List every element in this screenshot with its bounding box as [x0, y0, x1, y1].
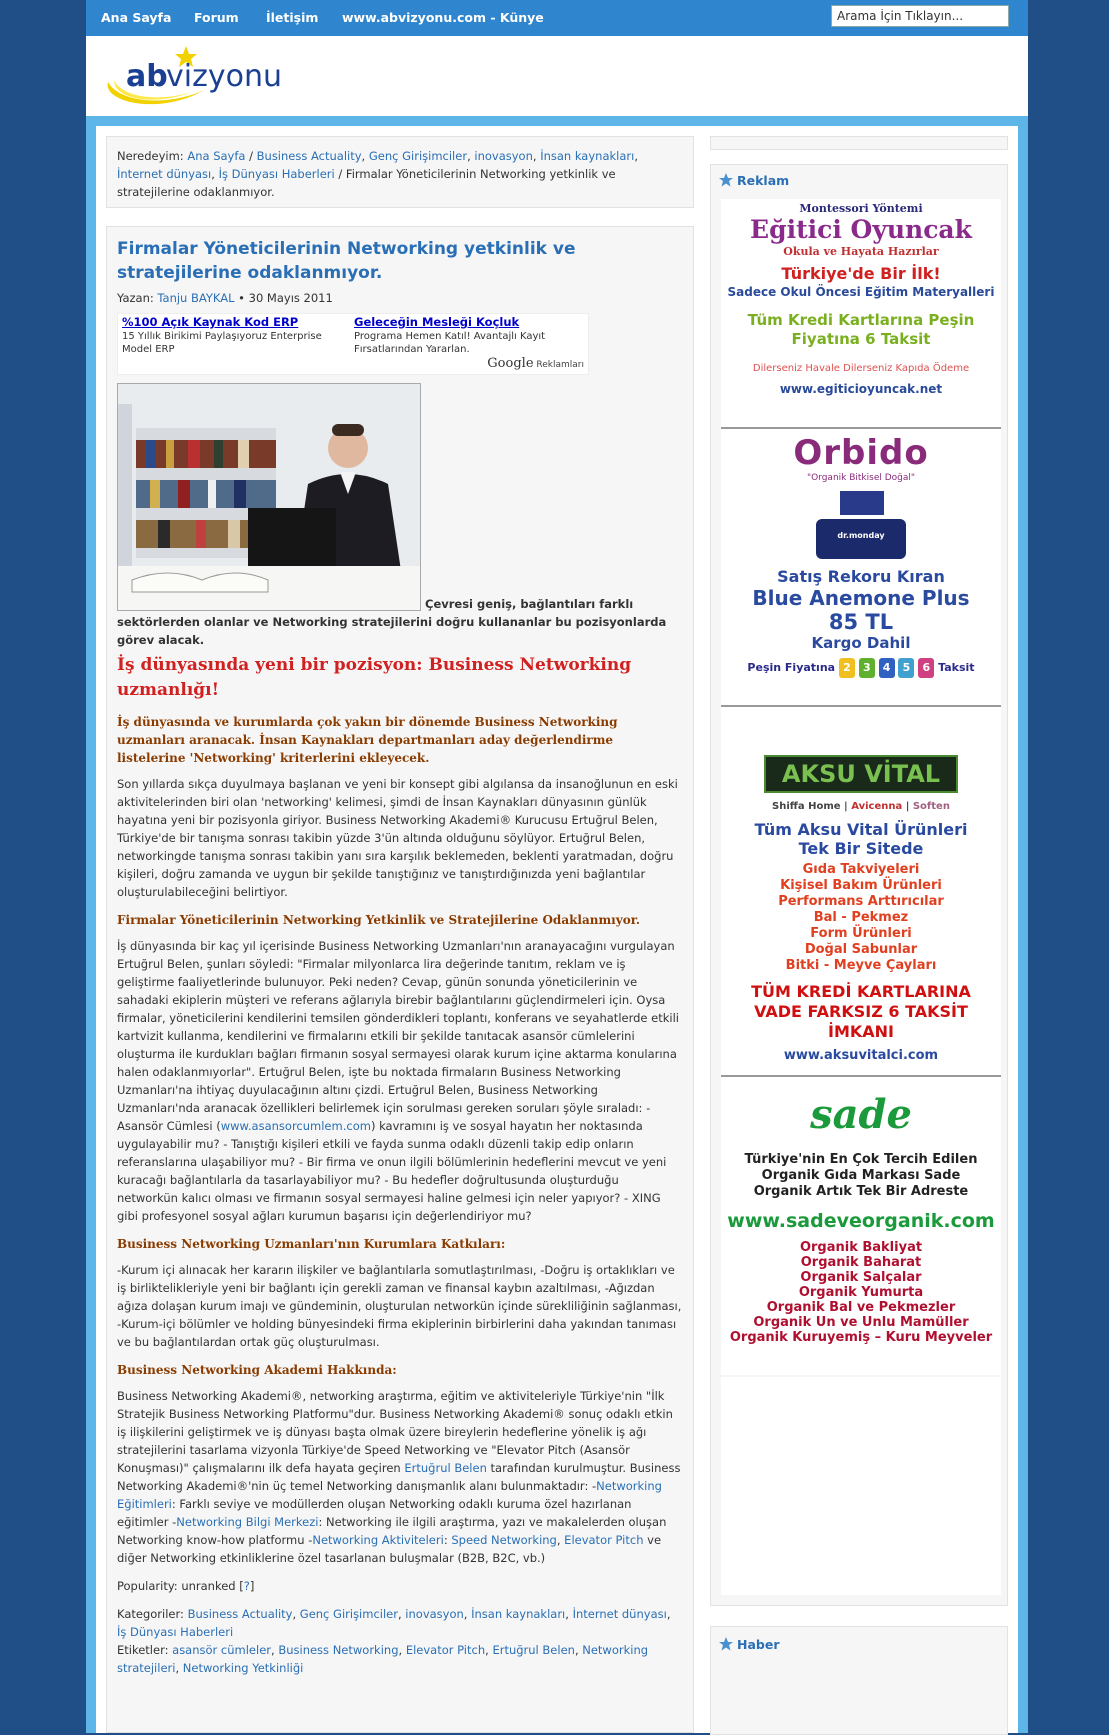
ad4-item: Organik Bal ve Pekmezler [766, 1300, 956, 1315]
ad4-item: Organik Yumurta [798, 1285, 924, 1300]
breadcrumb-current: Firmalar Yöneticilerinin Networking yetkinlik ve stratejilerine odaklanmıyor. [117, 167, 616, 199]
nav-forum[interactable]: Forum [194, 10, 239, 25]
author-link[interactable]: Tanju BAYKAL [157, 291, 235, 305]
ad2-line2: Blue Anemone Plus [752, 586, 970, 610]
ad2-price: 85 TL [828, 610, 894, 634]
breadcrumb-cat[interactable]: inovasyon [474, 149, 533, 163]
ad3-brand: AKSU VİTAL [764, 755, 958, 793]
star-icon [719, 173, 733, 187]
ad4-item: Organik Salçalar [800, 1270, 922, 1285]
ad3-promo: TÜM KREDİ KARTLARINA VADE FARKSIZ 6 TAKSİT İMKANI [751, 982, 971, 1041]
breadcrumb-label: Neredeyim: [117, 149, 184, 163]
breadcrumb-home[interactable]: Ana Sayfa [187, 149, 246, 163]
article-text: Business Networking Akademi®, networking araştırma, eğitim ve aktiviteleriyle Türkiye'nin "İlk Stratejik Business Networking Platformu"dur. Business Networking Akademi® sonuç odaklı etkin iş ilişkilerini geliştirmek ve iş dünyası başta olmak üzere bireylerin hedeflerine yönelik iş ağı stratejilerini tasarlama vizyonla Türkiye'de Speed Networking ve "Elevator Pitch (Asansör Konuşması)" çalışmalarını ilk defa hayata geçiren [117, 1389, 673, 1475]
ad3-item: Performans Arttırıcılar [778, 894, 944, 909]
ad3-logo: Shiffa Home [772, 801, 841, 812]
categories-label: Kategoriler: [117, 1607, 184, 1621]
breadcrumb-cat[interactable]: İnternet dünyası [117, 167, 212, 181]
post-article [106, 226, 694, 1733]
ad3-item: Doğal Sabunlar [804, 942, 918, 957]
ad2-jar-label: dr.monday [837, 531, 885, 540]
sidebar-news-title-text: Haber [737, 1637, 780, 1652]
installment-badge: 2 [839, 658, 855, 678]
ad3-logo: Avicenna [851, 801, 903, 812]
page-frame [86, 0, 1028, 1733]
ad4-item: Organik Bakliyat [799, 1240, 923, 1255]
tag-link[interactable]: Networking stratejileri [117, 1643, 649, 1675]
ad3-logo: Soften [912, 801, 950, 812]
article-paragraph: Son yıllarda sıkça duyulmaya başlanan ve yeni bir konsept gibi algılansa da insanoğlunun en eski aktivitelerinden biri olan 'networking' kelimesi, şimdi de İnsan Kaynakları dünyasının günlük hayatına yeni bir pozisyonla giriyor. Business Networking Akademi® Kurucusu Ertuğrul Belen, Türkiye'de bir tanışma sonrası takibin yüzde 3'ün altında olduğunu söylüyor. Ertuğrul Belen, networkingde tanışma sonrası takibin yanı sıra karşılık beklemeden, beklenti yaratmadan, doğru kişileri, doğru zamanda ve uygun bir şekilde tanıştığınız ve tanıştırdığınızda yeni bağlantılar oluşturulabileceğini belirtiyor. [117, 777, 678, 899]
ad-empty-slot [721, 1377, 1001, 1595]
logo-text-rest: vizyonu [166, 59, 282, 94]
ad-sade-organik[interactable] [721, 1077, 1001, 1375]
ad4-item: Organik Baharat [800, 1255, 922, 1270]
tag-link[interactable]: Business Networking [278, 1643, 399, 1657]
post-title-link[interactable]: Firmalar Yöneticilerinin Networking yetkinlik ve stratejilerine odaklanmıyor. [117, 239, 576, 283]
ad1-top: Montessori Yöntemi [799, 202, 923, 215]
google-ad-title[interactable]: %100 Açık Kaynak Kod ERP [122, 315, 299, 329]
category-link[interactable]: İnsan kaynakları [471, 1607, 566, 1621]
tag-link[interactable]: asansör cümleler [172, 1643, 272, 1657]
ad4-item: Organik Un ve Unlu Mamüller [753, 1315, 969, 1330]
nav-kunye[interactable]: www.abvizyonu.com - Künye [342, 10, 544, 25]
breadcrumb: Neredeyim: Ana Sayfa / Business Actuality, Genç Girişimciler, inovasyon, İnsan kaynakları, İnternet dünyası, İş Dünyası Haberleri / Firmalar Yöneticilerinin Networking yetkinlik ve stratejilerine odaklanmıyor. [106, 136, 694, 208]
ad4-items [721, 1240, 1001, 1345]
star-icon [719, 1637, 733, 1651]
breadcrumb-cat[interactable]: İş Dünyası Haberleri [218, 167, 335, 181]
category-link[interactable]: Genç Girişimciler [299, 1607, 398, 1621]
ad-aksu-vital[interactable] [721, 707, 1001, 1077]
popularity-text: Popularity: unranked [ [117, 1579, 244, 1593]
category-link[interactable]: İnternet dünyası [572, 1607, 667, 1621]
google-ad[interactable] [122, 316, 350, 356]
site-header [86, 36, 1028, 116]
installment-badge: 6 [918, 658, 934, 678]
site-logo[interactable] [100, 44, 300, 110]
breadcrumb-cat[interactable]: İnsan kaynakları [540, 149, 635, 163]
ad2-line1: Satış Rekoru Kıran [777, 567, 945, 586]
post-meta: Yazan: Tanju BAYKAL • 30 Mayıs 2011 [117, 291, 333, 305]
ertugrul-belen-link[interactable]: Ertuğrul Belen [404, 1461, 487, 1475]
ad1-promo: Tüm Kredi Kartlarına Peşin Fiyatına 6 Taksit [747, 311, 975, 348]
article-text: tarafından kurulmuştur. Business Networking Akademi®'nin üç temel Networking danışmanlık alanı bulunmaktadır: - [117, 1461, 681, 1493]
installment-badge: 5 [898, 658, 914, 678]
article-text: : Networking ile ilgili araştırma, yazı ve makalelerden oluşan Networking know-how platformu - [117, 1515, 667, 1547]
ad1-first: Türkiye'de Bir İlk! [781, 264, 941, 283]
google-ads-label[interactable] [487, 356, 584, 371]
sidebar-ads-title-text: Reklam [737, 173, 790, 188]
popularity [117, 1577, 683, 1595]
speed-networking-link[interactable]: Speed Networking [451, 1533, 557, 1547]
sidebar-ads-title [719, 173, 789, 188]
ad2-brand: Orbido [793, 433, 929, 473]
logo-mark [100, 44, 300, 110]
article-text: : [443, 1533, 452, 1547]
ad4-item: Organik Kuruyemiş – Kuru Meyveler [729, 1330, 993, 1345]
ad2-product-jar [816, 491, 906, 561]
ad3-url: www.aksuvitalci.com [783, 1048, 939, 1063]
installment-badge: 4 [879, 658, 895, 678]
ad3-item: Kişisel Bakım Ürünleri [780, 878, 942, 893]
asansorcumlem-link[interactable]: www.asansorcumlem.com [220, 1119, 371, 1133]
article-photo [117, 383, 421, 611]
tags-label: Etiketler: [117, 1643, 169, 1657]
article-subhead: Firmalar Yöneticilerinin Networking Yetkinlik ve Stratejilerine Odaklanmıyor. [117, 913, 641, 927]
ad1-slogan: Okula ve Hayata Hazırlar [783, 245, 939, 258]
sidebar-news-widget [710, 1626, 1008, 1735]
article-subhead: Business Networking Uzmanları'nın Kurumlara Katkıları: [117, 1237, 506, 1251]
networking-egitimleri-link[interactable]: Networking Eğitimleri [117, 1479, 662, 1511]
elevator-pitch-link[interactable]: Elevator Pitch [564, 1533, 644, 1547]
ad-egitici-oyuncak[interactable] [721, 199, 1001, 429]
ad3-logos: Shiffa Home | Avicenna | Soften [772, 801, 950, 812]
post-date: 30 Mayıs 2011 [248, 291, 333, 305]
google-ads-block [117, 313, 589, 375]
ad2-cargo: Kargo Dahil [811, 634, 911, 652]
tag-link[interactable]: Networking Yetkinliği [182, 1661, 304, 1675]
popularity-end: ] [249, 1579, 255, 1593]
article-intro: İş dünyasında ve kurumlarda çok yakın bir dönemde Business Networking uzmanları aranacak. İnsan Kaynakları departmanları aday değerlendirme listelerine 'Networking' kriterlerini ekleyecek. [117, 715, 618, 765]
search-input[interactable] [831, 5, 1009, 27]
ad4-brand: sade [810, 1091, 912, 1138]
nav-contact[interactable]: İletişim [266, 10, 319, 25]
ad3-item: Gıda Takviyeleri [802, 862, 920, 877]
ad2-pesin: Peşin Fiyatına [747, 661, 836, 674]
google-ad[interactable] [354, 316, 582, 356]
article-paragraph [117, 1387, 683, 1567]
tag-link[interactable]: Ertuğrul Belen [492, 1643, 575, 1657]
article-text: ve diğer Networking etkinliklerine özel tasarlanan buluşmalar (B2B, B2C, vb.) [117, 1533, 662, 1565]
ad3-line1: Tüm Aksu Vital Ürünleri [754, 820, 968, 839]
article-text: : Farklı seviye ve modüllerden oluşan Networking odaklı kuruma özel hazırlanan eğitimler - [117, 1497, 632, 1529]
google-ad-title[interactable]: Geleceğin Mesleği Koçluk [354, 315, 520, 329]
article-text: ) kavramını iş ve sosyal hayatın her noktasında uygulayabilir mu? - Tanıştığı kişileri etkili ve fayda sunma odaklı düzenli takip edip onların referanslarına ulaşabiliyor mu? - Bir firma ve onun ilgili bölümlerinin hedeflerini mevcut ve yeni kuracağı bağlantılarla da tasarlayabiliyor mu? - Bu hedefler doğrultusunda oluşturduğu networkün kalıcı olması ve firmanın sosyal sermayesi haline gelmesi için neler yapıyor? - XING gibi profesyonel sosyal ağları kurumun başarısı için değerlendiriyor mu? [117, 1119, 667, 1223]
author-label: Yazan: [117, 291, 154, 305]
google-ad-text: Programa Hemen Katıl! Avantajlı Kayıt Fırsatlarından Yararlan. [354, 331, 546, 355]
google-label-suffix: Reklamları [536, 360, 584, 370]
ad4-url: www.sadeveorganik.com [727, 1210, 995, 1232]
popularity-link[interactable]: ? [243, 1579, 250, 1593]
post-title[interactable] [117, 237, 683, 285]
ad3-item: Bitki - Meyve Çayları [785, 958, 937, 973]
sidebar-top-box [710, 136, 1008, 150]
article-text: İş dünyasında bir kaç yıl içerisinde Business Networking Uzmanları'nın aranayacağını vurgulayan Ertuğrul Belen, şunları söyledi: "Firmalar milyonlarca lira değerinde tanıtım, reklam ve iş geliştirme faaliyetlerinde bulunuyor. Peki neden? Cevap, günün sonunda yöneticilerinin ve sahadaki ekiplerin müşteri ve referans ağlarıyla birebir bağlantılarını güçlendirmeleri için. Oysa firmalar, yöneticilerini kendilerini temsilen gönderdikleri toplantı, konferans ve seyahatlerde etkili kartvizit kullanma, kendilerini ve firmalarını etkili bir şekilde tanıtacak asansör cümlelerini oluşturma ile kurdukları bağları firmanın sosyal sermayesi olarak kurum içine aktarma konularına halen odaklanmıyorlar". Ertuğrul Belen, işte bu noktada firmaların Business Networking Uzmanları'na ihtiyaç duyulacağının altını çizdi. Ertuğrul Belen, Business Networking Uzmanları'nda aranacak özellikleri belirlemek için sorulması gereken soruları şöyle sıraladı: - Asansör Cümlesi ( [117, 939, 679, 1133]
article-paragraph: -Kurum içi alınacak her kararın ilişkiler ve bağlantılarla somutlaştırılması, -Doğru iş ortaklıkları ve iş birliktelikleriyle yeni bir bağlantı için gerekli zaman ve finansal kaybın azaltılması, -Ağızdan ağıza dolaşan kurum imajı ve gündeminin, oluşturulan networkün içinde sürekliliğinin sağlanması, -Kurum-içi bölümler ve holding bünyesindeki firma ekiplerinin birbirlerini daha yakından tanıması ve bu bağlantılardan ortak güç oluşturulması. [117, 1263, 682, 1349]
article-subhead: Business Networking Akademi Hakkında: [117, 1363, 397, 1377]
google-label: Google [487, 356, 534, 371]
networking-bilgi-merkezi-link[interactable]: Networking Bilgi Merkezi [176, 1515, 319, 1529]
ad4-desc: Türkiye'nin En Çok Tercih Edilen Organik Gıda Markası Sade Organik Artık Tek Bir Adreste [744, 1152, 978, 1199]
ad2-tag: "Organik Bitkisel Doğal" [806, 473, 916, 483]
nav-home[interactable]: Ana Sayfa [101, 10, 172, 25]
ad1-brand: Eğitici Oyuncak [750, 215, 972, 244]
ad1-url: www.egiticioyuncak.net [779, 382, 943, 396]
post-taxonomy: Kategoriler: Business Actuality, Genç Girişimciler, inovasyon, İnsan kaynakları, İnternet dünyası, İş Dünyası Haberleri Etiketler: asansör cümleler, Business Networking, Elevator Pitch, Ertuğrul Belen, Networking stratejileri, Networking Yetkinliği [117, 1607, 671, 1675]
networking-aktiviteleri-link[interactable]: Networking Aktiviteleri [312, 1533, 444, 1547]
top-nav [86, 0, 1028, 36]
ad3-line2: Tek Bir Sitede [798, 839, 924, 858]
logo-text-ab: ab [126, 59, 168, 94]
ad-orbido[interactable] [721, 429, 1001, 707]
category-link[interactable]: Business Actuality [187, 1607, 293, 1621]
article-lead: Çevresi geniş, bağlantıları farklı sektörlerden olanlar ve Networking stratejilerini doğru kullananlar bu pozisyonlarda görev alacak. [117, 597, 667, 647]
sidebar-ads-widget [710, 164, 1008, 1606]
ad3-item: Form Ürünleri [810, 926, 912, 941]
category-link[interactable]: inovasyon [405, 1607, 464, 1621]
ad2-taksit: Taksit [938, 661, 975, 674]
tag-link[interactable]: Elevator Pitch [405, 1643, 486, 1657]
installment-badge: 3 [859, 658, 875, 678]
ad1-pay: Dilerseniz Havale Dilerseniz Kapıda Ödeme [752, 363, 970, 374]
article-paragraph [117, 937, 683, 1225]
google-ad-text: 15 Yıllık Birikimi Paylaşıyoruz Enterprise Model ERP [122, 331, 322, 355]
content-area [96, 126, 1018, 1733]
breadcrumb-cat[interactable]: Business Actuality [256, 149, 362, 163]
photo-illustration [118, 384, 420, 610]
sidebar-news-title [719, 1637, 780, 1652]
ad3-item: Bal - Pekmez [813, 910, 909, 925]
article-headline: İş dünyasında yeni bir pozisyon: Business Networking uzmanlığı! [117, 655, 632, 700]
category-link[interactable]: İş Dünyası Haberleri [117, 1625, 234, 1639]
breadcrumb-cat[interactable]: Genç Girişimciler [368, 149, 468, 163]
ad1-desc: Sadece Okul Öncesi Eğitim Materyalleri [727, 285, 995, 299]
article-text: , [556, 1533, 565, 1547]
ad2-installments [721, 658, 1001, 678]
ad3-items [721, 862, 1001, 974]
